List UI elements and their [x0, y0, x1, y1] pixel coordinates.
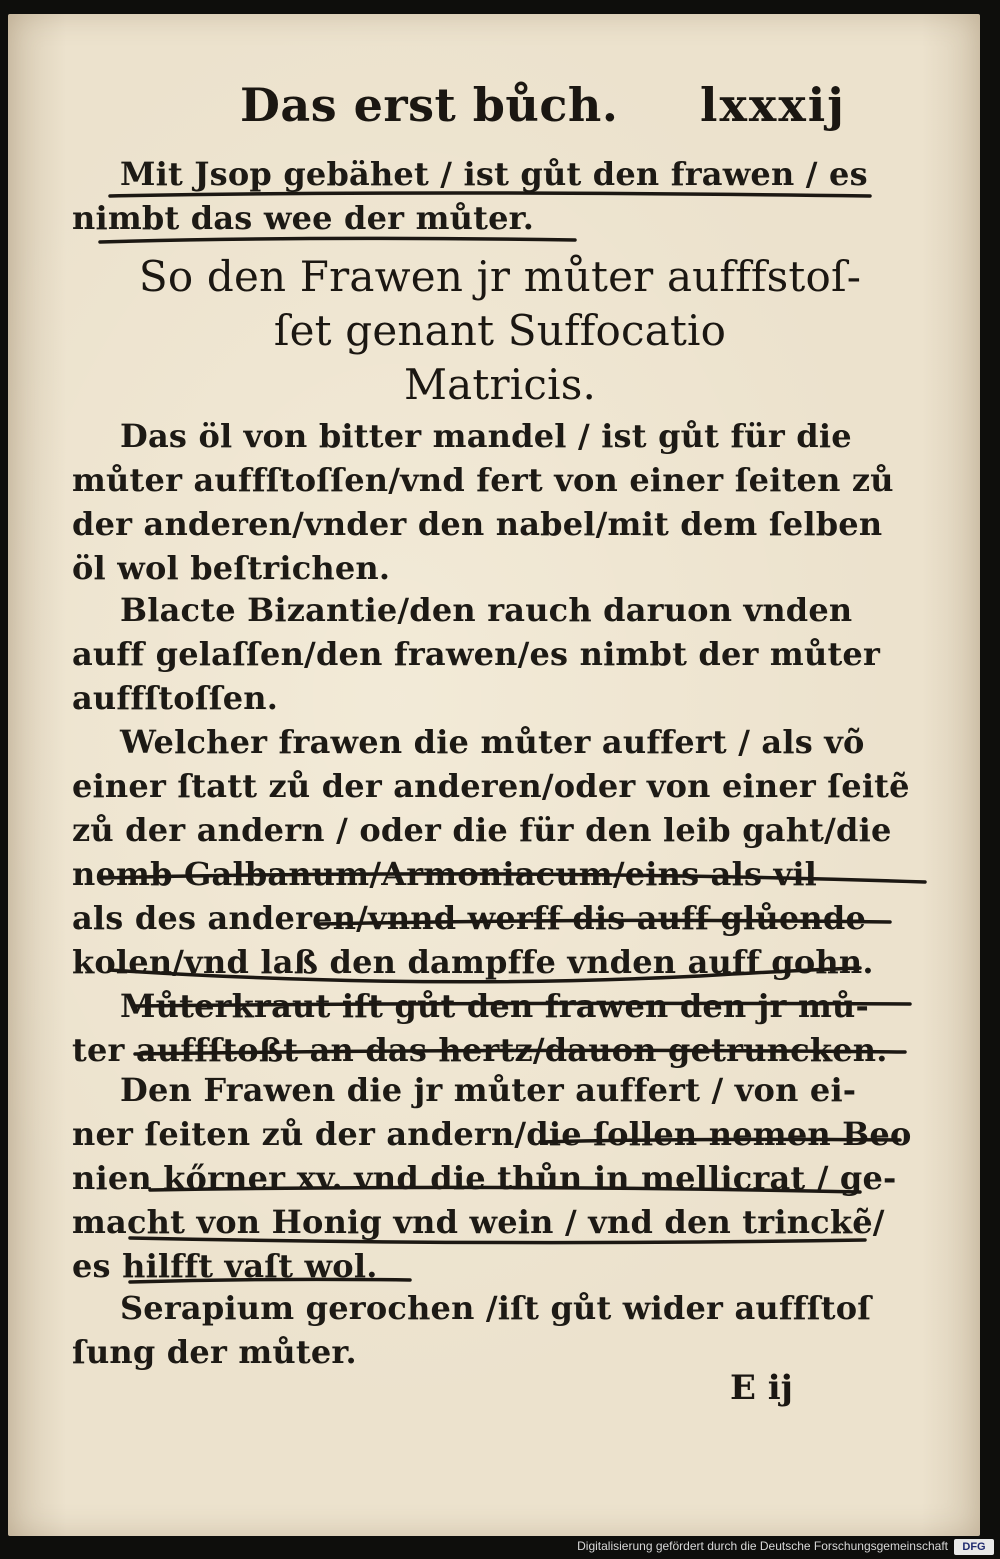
- paragraph-welcher-frawen: [72, 720, 910, 984]
- text-line: Mit Jsop gebähet / ist gůt den frawen / es: [120, 155, 868, 193]
- paragraph-blacte-bizantie: [72, 588, 892, 720]
- text-line: nimbt das wee der můter.: [72, 199, 535, 237]
- paragraph-serapium: [72, 1286, 892, 1374]
- heading-line: Matricis.: [403, 360, 597, 409]
- section-heading: [0, 250, 1000, 412]
- text-line: macht von Honig vnd wein / vnd den trinckẽ/: [72, 1203, 885, 1241]
- text-line: nemb Galbanum/Armoniacum/eins als vil: [72, 855, 818, 893]
- text-line: můter auffſtoſſen/vnd fert von einer ſeiten zů: [72, 461, 894, 499]
- digitization-credit: Digitalisierung gefördert durch die Deutsche Forschungsgemeinschaft: [577, 1539, 948, 1553]
- running-head: [0, 78, 1000, 138]
- folio-number: lxxxij: [700, 78, 846, 132]
- paragraph-beonien: [72, 1068, 912, 1288]
- text-line: ſung der můter.: [72, 1333, 357, 1371]
- paragraph-muterkraut: [72, 984, 892, 1072]
- text-line: auff gelaſſen/den frawen/es nimbt der můter: [72, 635, 881, 673]
- text-line: zů der andern / oder die für den leib gaht/die: [72, 811, 892, 849]
- text-line: öl wol beſtrichen.: [72, 549, 391, 587]
- running-title: Das erst bůch.: [240, 78, 619, 132]
- text-line: ner ſeiten zů der andern/die ſollen nemen Beo: [72, 1115, 912, 1153]
- heading-line: So den Frawen jr můter aufffstoſ-: [138, 252, 862, 301]
- text-line: der anderen/vnder den nabel/mit dem ſelben: [72, 505, 883, 543]
- text-line: Den Frawen die jr můter auffert / von ei-: [120, 1071, 857, 1109]
- text-line: auffſtoſſen.: [72, 679, 279, 717]
- text-line: Das öl von bitter mandel / ist gůt für die: [120, 417, 852, 455]
- paragraph-bitter-almond-oil: [72, 414, 892, 590]
- intro-paragraph: [72, 152, 892, 240]
- heading-line: ſet genant Suffocatio: [273, 306, 727, 355]
- catchword: E ij: [730, 1368, 793, 1408]
- text-line: Serapium gerochen /iſt gůt wider auffſtoſ: [120, 1289, 872, 1327]
- text-line: es hilfft vaſt wol.: [72, 1247, 378, 1285]
- text-line: Blacte Bizantie/den rauch daruon vnden: [120, 591, 853, 629]
- text-line: Welcher frawen die můter auffert / als võ: [120, 723, 865, 761]
- text-line: einer ſtatt zů der anderen/oder von einer ſeitẽ: [72, 767, 910, 805]
- dfg-logo: DFG: [954, 1539, 994, 1555]
- text-line: kolen/vnd laß den dampffe vnden auff gohn.: [72, 943, 874, 981]
- text-line: als des anderen/vnnd werff dis auff glůende: [72, 899, 867, 937]
- text-line: nien kőrner xv. vnd die thůn in mellicrat / ge-: [72, 1159, 897, 1197]
- text-line: ter auffſtoßt an das hertz/dauon getruncken.: [72, 1031, 888, 1069]
- text-line: Můterkraut iſt gůt den frawen den jr mů-: [120, 987, 869, 1025]
